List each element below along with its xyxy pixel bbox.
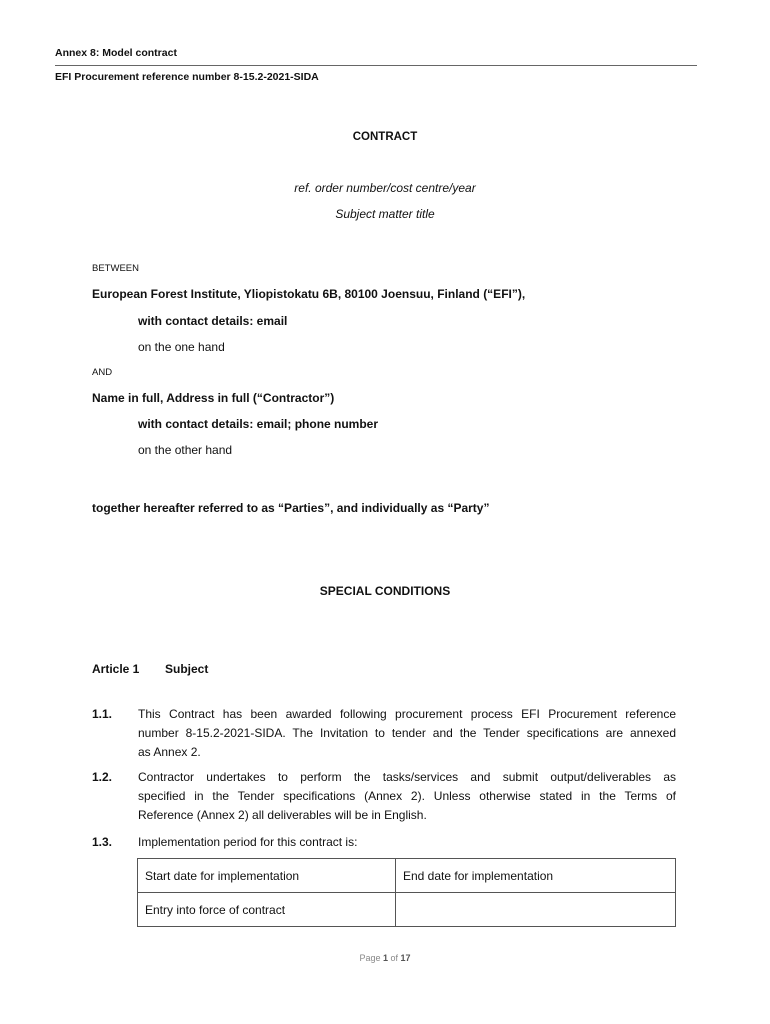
of-word: of	[390, 953, 399, 963]
table-cell: Entry into force of contract	[138, 893, 396, 927]
clause-text	[138, 768, 676, 825]
table-header-row	[138, 859, 676, 893]
article-number: Article 1	[92, 662, 140, 676]
together-line: together hereafter referred to as “Parties”, and individually as “Party”	[92, 501, 490, 515]
clause-text	[138, 705, 676, 762]
clause-line: Implementation period for this contract is:	[138, 835, 358, 849]
clause-text	[138, 833, 676, 852]
party1-contact: with contact details: email	[138, 314, 288, 328]
article-title: Subject	[165, 662, 209, 676]
clause-line: as Annex 2.	[138, 745, 201, 759]
party2-contact: with contact details: email; phone number	[138, 417, 379, 431]
party2-name: Name in full, Address in full (“Contractor”)	[92, 391, 335, 405]
table-header-cell: End date for implementation	[396, 859, 676, 893]
special-conditions-heading: SPECIAL CONDITIONS	[319, 584, 451, 598]
page-number: 1	[382, 953, 388, 963]
contract-title: CONTRACT	[352, 131, 418, 143]
between-label: BETWEEN	[92, 263, 139, 274]
clause-line: specified in the Tender specifications (Annex 2). Unless otherwise stated in the Terms of	[138, 789, 676, 803]
annex-header: Annex 8: Model contract	[55, 47, 177, 59]
party1-name: European Forest Institute, Yliopistokatu 6B, 80100 Joensuu, Finland (“EFI”),	[92, 287, 526, 301]
header-rule	[55, 65, 697, 66]
subject-line: Subject matter title	[335, 207, 435, 221]
page-footer	[0, 953, 770, 963]
party2-hand: on the other hand	[138, 443, 233, 457]
clause-line: Contractor undertakes to perform the tasks/services and submit output/deliverables as	[138, 770, 676, 784]
clause-line: number 8-15.2-2021-SIDA. The Invitation to tender and the Tender specifications are annexed	[138, 726, 676, 740]
party1-hand: on the one hand	[138, 340, 225, 354]
and-label: AND	[92, 367, 113, 378]
procurement-reference: EFI Procurement reference number 8-15.2-2021-SIDA	[55, 71, 319, 83]
implementation-table	[137, 858, 676, 927]
clause-line: Reference (Annex 2) all deliverables will be in English.	[138, 808, 427, 822]
clause-number: 1.2.	[92, 770, 113, 784]
table-row	[138, 893, 676, 927]
page-word: Page	[359, 953, 381, 963]
clause-line: This Contract has been awarded following procurement process EFI Procurement reference	[138, 707, 676, 721]
table-cell	[396, 893, 676, 927]
clause-number: 1.1.	[92, 707, 113, 721]
clause-number: 1.3.	[92, 835, 113, 849]
total-pages: 17	[400, 953, 411, 963]
table-header-cell: Start date for implementation	[138, 859, 396, 893]
ref-line: ref. order number/cost centre/year	[294, 181, 476, 195]
